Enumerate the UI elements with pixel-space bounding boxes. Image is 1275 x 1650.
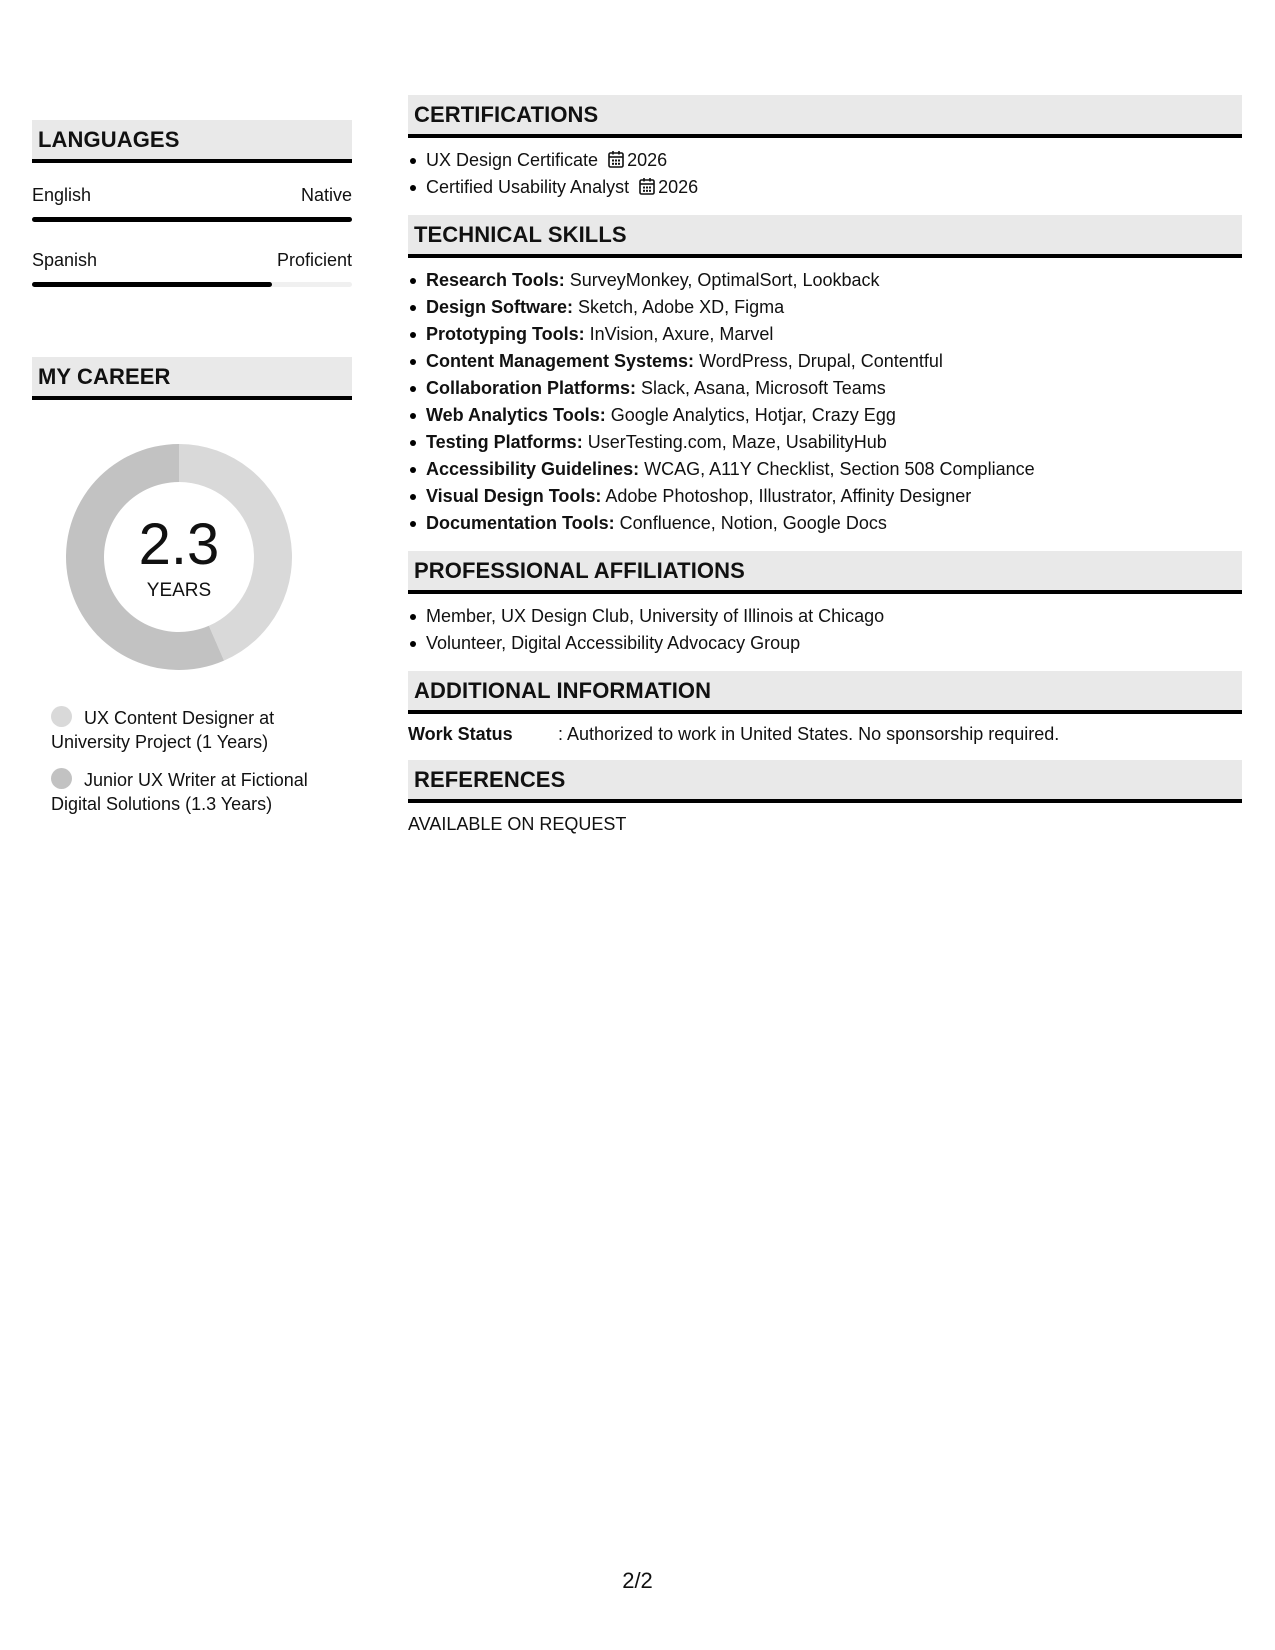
- language-proficiency-fill: [32, 282, 272, 287]
- skill-value: Sketch, Adobe XD, Figma: [573, 297, 785, 317]
- language-level: Native: [300, 185, 352, 205]
- skill-item: [408, 375, 1242, 402]
- career-role-text: Junior UX Writer at Fictional Digital Solutions (1.3 Years): [51, 770, 308, 814]
- skill-value: InVision, Axure, Marvel: [584, 324, 774, 344]
- career-role-text: UX Content Designer at University Project (1 Years): [51, 708, 275, 752]
- skill-value: Adobe Photoshop, Illustrator, Affinity Designer: [601, 486, 972, 506]
- skill-item: [408, 294, 1242, 321]
- skill-value: Confluence, Notion, Google Docs: [614, 513, 887, 533]
- career-heading: MY CAREER: [32, 357, 352, 400]
- affiliations-heading: PROFESSIONAL AFFILIATIONS: [408, 551, 1242, 594]
- skill-item: [408, 348, 1242, 375]
- language-proficiency-fill: [32, 217, 352, 222]
- sidebar: [32, 0, 352, 830]
- skill-item: [408, 402, 1242, 429]
- language-proficiency-bar: [32, 217, 352, 222]
- skill-item: [408, 510, 1242, 537]
- calendar-icon: [639, 177, 655, 195]
- career-total-unit: YEARS: [146, 580, 212, 601]
- skill-label: Visual Design Tools:: [426, 486, 602, 506]
- certification-year: 2026: [627, 150, 668, 170]
- skill-label: Testing Platforms:: [426, 432, 583, 452]
- certifications-list: [408, 147, 1242, 201]
- language-name: English: [32, 185, 92, 205]
- additional-info-heading: ADDITIONAL INFORMATION: [408, 671, 1242, 714]
- page-number: 2/2: [622, 1568, 653, 1593]
- skill-item: [408, 456, 1242, 483]
- technical-skills-heading: TECHNICAL SKILLS: [408, 215, 1242, 258]
- certification-name: Certified Usability Analyst: [426, 177, 630, 197]
- skill-item: [408, 483, 1242, 510]
- skill-value: SurveyMonkey, OptimalSort, Lookback: [564, 270, 880, 290]
- certification-year: 2026: [658, 177, 699, 197]
- language-proficiency-bar: [32, 282, 352, 287]
- skill-value: WCAG, A11Y Checklist, Section 508 Compliance: [639, 459, 1035, 479]
- work-status-label: Work Status: [408, 724, 513, 744]
- work-status-value: : Authorized to work in United States. No sponsorship required.: [558, 724, 1060, 744]
- skill-value: Google Analytics, Hotjar, Crazy Egg: [605, 405, 896, 425]
- skill-label: Web Analytics Tools:: [426, 405, 606, 425]
- skill-item: [408, 267, 1242, 294]
- certifications-heading: CERTIFICATIONS: [408, 95, 1242, 138]
- legend-dot-icon: [51, 706, 72, 727]
- affiliation-item: Member, UX Design Club, University of Illinois at Chicago: [408, 603, 1242, 630]
- skill-value: Slack, Asana, Microsoft Teams: [636, 378, 886, 398]
- career-total-value: 2.3: [138, 512, 220, 577]
- language-item: [32, 250, 352, 287]
- career-legend-item: [51, 706, 352, 754]
- language-item: [32, 185, 352, 222]
- skill-label: Design Software:: [426, 297, 574, 317]
- language-level: Proficient: [276, 250, 352, 270]
- career-legend-item: [51, 768, 352, 816]
- affiliations-list: [408, 603, 1242, 657]
- languages-list: [32, 185, 352, 287]
- technical-skills-list: [408, 267, 1242, 537]
- main-content: [408, 0, 1242, 836]
- skill-item: [408, 321, 1242, 348]
- legend-dot-icon: [51, 768, 72, 789]
- skill-item: [408, 429, 1242, 456]
- skill-label: Accessibility Guidelines:: [426, 459, 640, 479]
- affiliation-item: Volunteer, Digital Accessibility Advocacy Group: [408, 630, 1242, 657]
- skill-label: Content Management Systems:: [426, 351, 695, 371]
- skill-label: Documentation Tools:: [426, 513, 615, 533]
- language-name: Spanish: [32, 250, 98, 270]
- skill-label: Collaboration Platforms:: [426, 378, 637, 398]
- languages-heading: LANGUAGES: [32, 120, 352, 163]
- references-text: AVAILABLE ON REQUEST: [408, 814, 627, 834]
- skill-label: Prototyping Tools:: [426, 324, 585, 344]
- work-status-row: [408, 722, 1242, 746]
- certification-name: UX Design Certificate: [426, 150, 599, 170]
- certification-item: [408, 147, 1242, 174]
- calendar-icon: [608, 150, 624, 168]
- career-legend: [51, 706, 352, 816]
- skill-value: UserTesting.com, Maze, UsabilityHub: [582, 432, 887, 452]
- career-donut-chart: [66, 444, 292, 670]
- skill-label: Research Tools:: [426, 270, 565, 290]
- certification-item: [408, 174, 1242, 201]
- references-heading: REFERENCES: [408, 760, 1242, 803]
- skill-value: WordPress, Drupal, Contentful: [694, 351, 943, 371]
